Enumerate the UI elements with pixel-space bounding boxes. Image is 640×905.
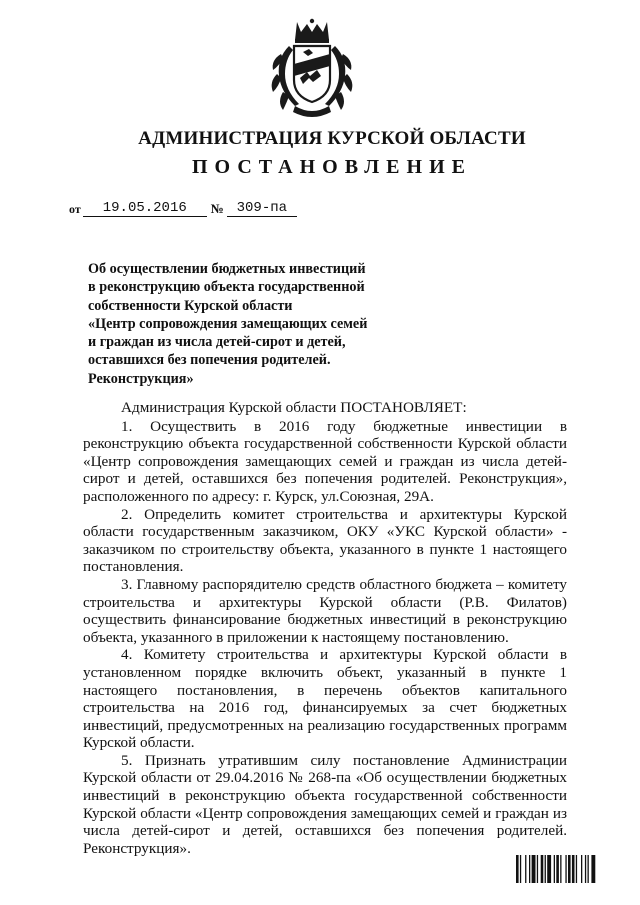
- barcode-icon: [516, 855, 620, 883]
- subject-line: и граждан из числа детей-сирот и детей,: [88, 334, 346, 351]
- subject-line: «Центр сопровождения замещающих семей: [88, 315, 368, 332]
- subject-line: Реконструкция»: [88, 370, 194, 387]
- subject-line: собственности Курской области: [88, 297, 293, 314]
- document-body: [83, 399, 567, 857]
- document-type-title: ПОСТАНОВЛЕНИЕ: [192, 156, 472, 178]
- number-label: №: [210, 201, 224, 216]
- document-number: 309-па: [227, 201, 297, 217]
- subject-line: оставшихся без попечения родителей.: [88, 352, 331, 369]
- organization-title: АДМИНИСТРАЦИЯ КУРСКОЙ ОБЛАСТИ: [138, 128, 526, 149]
- kursk-coat-of-arms-icon: [267, 18, 357, 120]
- date-label: от: [69, 202, 81, 216]
- document-number-line: [69, 201, 297, 217]
- document-date: 19.05.2016: [83, 201, 207, 217]
- resolution-lead: Администрация Курской области ПОСТАНОВЛЯЕТ:: [121, 399, 467, 416]
- subject-line: в реконструкцию объекта государственной: [88, 279, 365, 296]
- document-subject: [88, 260, 390, 388]
- subject-line: Об осуществлении бюджетных инвестиций: [88, 261, 366, 277]
- paragraph-2: 2. Определить комитет строительства и архитектуры Курской области государственным заказчиком, ОКУ «УКС Курской области» - заказчиком по строительству объекта, указанного в пункте 1 настоящего постановления.: [83, 505, 567, 576]
- paragraph-1: 1. Осуществить в 2016 году бюджетные инвестиции в реконструкцию объекта государственной собственности Курской области «Центр сопровождения замещающих семей и граждан из числа детей-сирот и детей, оставшихся без попечения родителей. Реконструкция», расположенного по адресу: г. Курск, ул.Союзная, 29А.: [83, 417, 567, 505]
- paragraph-3: 3. Главному распорядителю средств областного бюджета – комитету строительства и архитектуры Курской области (Р.В. Филатов) осуществить финансирование бюджетных инвестиций в реконструкцию объекта, указанного в приложении к настоящему постановлению.: [83, 575, 567, 646]
- paragraph-4: 4. Комитету строительства и архитектуры Курской области в установленном порядке включить объект, указанный в пункте 1 настоящего постановления, в перечень объектов капитального строительства на 2016 год, финансируемых за счет бюджетных инвестиций, предусмотренных на реализацию государственных программ Курской области.: [83, 646, 567, 752]
- paragraph-5: 5. Признать утратившим силу постановление Администрации Курской области от 29.04.2016 № 268-па «Об осуществлении бюджетных инвестиций в реконструкцию объекта государственной собственности Курской области «Центр сопровождения замещающих семей и граждан из числа детей-сирот и детей, оставшихся без попечения родителей. Реконструкция».: [83, 751, 567, 857]
